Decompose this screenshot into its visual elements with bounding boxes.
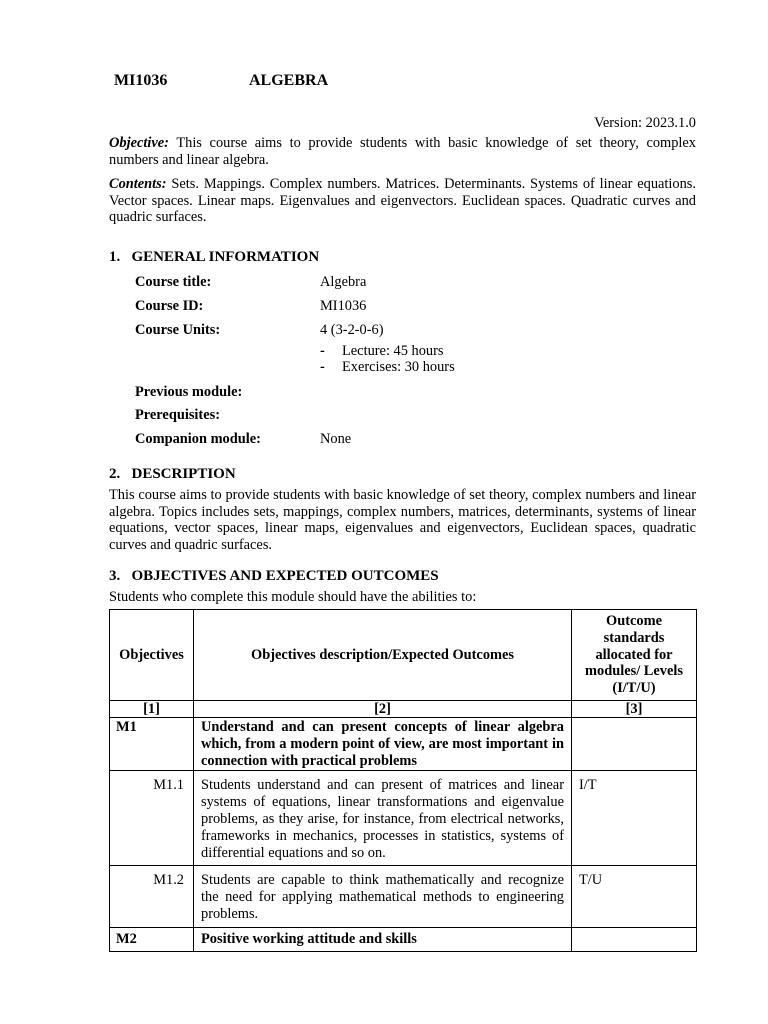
- column-header-description: Objectives description/Expected Outcomes: [194, 610, 572, 701]
- objective-code: M1.2: [110, 866, 194, 927]
- objective-paragraph: [109, 135, 696, 168]
- lecture-hours: Lecture: 45 hours: [342, 343, 444, 359]
- course-code: MI1036: [114, 72, 168, 89]
- list-item: [320, 343, 455, 359]
- dash-bullet: -: [320, 343, 325, 359]
- objective-level: [572, 927, 697, 951]
- table-row: [110, 718, 697, 771]
- prerequisites-label: Prerequisites:: [135, 407, 220, 423]
- previous-module-label: Previous module:: [135, 384, 243, 400]
- objective-code: M1.1: [110, 771, 194, 866]
- section-description-heading: 2. DESCRIPTION: [109, 466, 236, 482]
- objectives-intro: Students who complete this module should have the abilities to:: [109, 589, 477, 605]
- contents-text: Sets. Mappings. Complex numbers. Matrices. Determinants. Systems of linear equations. Vector spaces. Linear maps. Eigenvalues and eigenvectors. Euclidean spaces. Quadratic curves and quadric surfaces.: [109, 176, 696, 226]
- table-row: [110, 927, 697, 951]
- hours-list: [320, 343, 455, 375]
- contents-paragraph: [109, 176, 696, 226]
- companion-module-label: Companion module:: [135, 431, 261, 447]
- contents-label: Contents:: [109, 176, 167, 192]
- column-number: [1]: [110, 701, 194, 718]
- exercise-hours: Exercises: 30 hours: [342, 359, 455, 375]
- objective-description: Students understand and can present of matrices and linear systems of equations, linear transformations and eigenvalue problems, as they arise, for instance, from electrical networks, frameworks in mechanics, processes in statistics, systems of differential equations and so on.: [194, 771, 572, 866]
- objective-description: Understand and can present concepts of linear algebra which, from a modern point of view, are most important in connection with practical problems: [194, 718, 572, 771]
- table-header-row: [110, 610, 697, 701]
- objective-code: M2: [110, 927, 194, 951]
- objective-text: This course aims to provide students with basic knowledge of set theory, complex numbers and linear algebra.: [109, 135, 696, 168]
- objective-level: [572, 718, 697, 771]
- column-number: [3]: [572, 701, 697, 718]
- objective-description: Students are capable to think mathematically and recognize the need for applying mathematical methods to engineering problems.: [194, 866, 572, 927]
- table-number-row: [110, 701, 697, 718]
- version-label: Version: 2023.1.0: [594, 115, 696, 131]
- list-item: [320, 359, 455, 375]
- objective-label: Objective:: [109, 135, 169, 151]
- description-paragraph: This course aims to provide students with basic knowledge of set theory, complex numbers and linear algebra. Topics includes sets, mappings, complex numbers, matrices, determinants, systems of linear equations, vector spaces, linear maps, eigenvalues and eigenvectors, Euclidean spaces, quadratic curves and quadric surfaces.: [109, 487, 696, 553]
- course-heading: ALGEBRA: [249, 72, 329, 89]
- course-units-label: Course Units:: [135, 322, 221, 338]
- column-header-outcome-standards: Outcome standards allocated for modules/ Levels (I/T/U): [572, 610, 697, 701]
- table-row: [110, 771, 697, 866]
- course-id-label: Course ID:: [135, 298, 204, 314]
- column-number: [2]: [194, 701, 572, 718]
- table-row: [110, 866, 697, 927]
- column-header-objectives: Objectives: [110, 610, 194, 701]
- course-title-label: Course title:: [135, 274, 212, 290]
- objective-code: M1: [110, 718, 194, 771]
- section-general-heading: 1. GENERAL INFORMATION: [109, 249, 320, 265]
- dash-bullet: -: [320, 359, 325, 375]
- objectives-table: [109, 609, 697, 952]
- objective-level: I/T: [572, 771, 697, 866]
- objective-description: Positive working attitude and skills: [194, 927, 572, 951]
- course-title-value: Algebra: [320, 274, 367, 290]
- section-objectives-heading: 3. OBJECTIVES AND EXPECTED OUTCOMES: [109, 568, 439, 584]
- objective-level: T/U: [572, 866, 697, 927]
- course-units-value: 4 (3-2-0-6): [320, 322, 384, 338]
- course-id-value: MI1036: [320, 298, 367, 314]
- companion-module-value: None: [320, 431, 352, 447]
